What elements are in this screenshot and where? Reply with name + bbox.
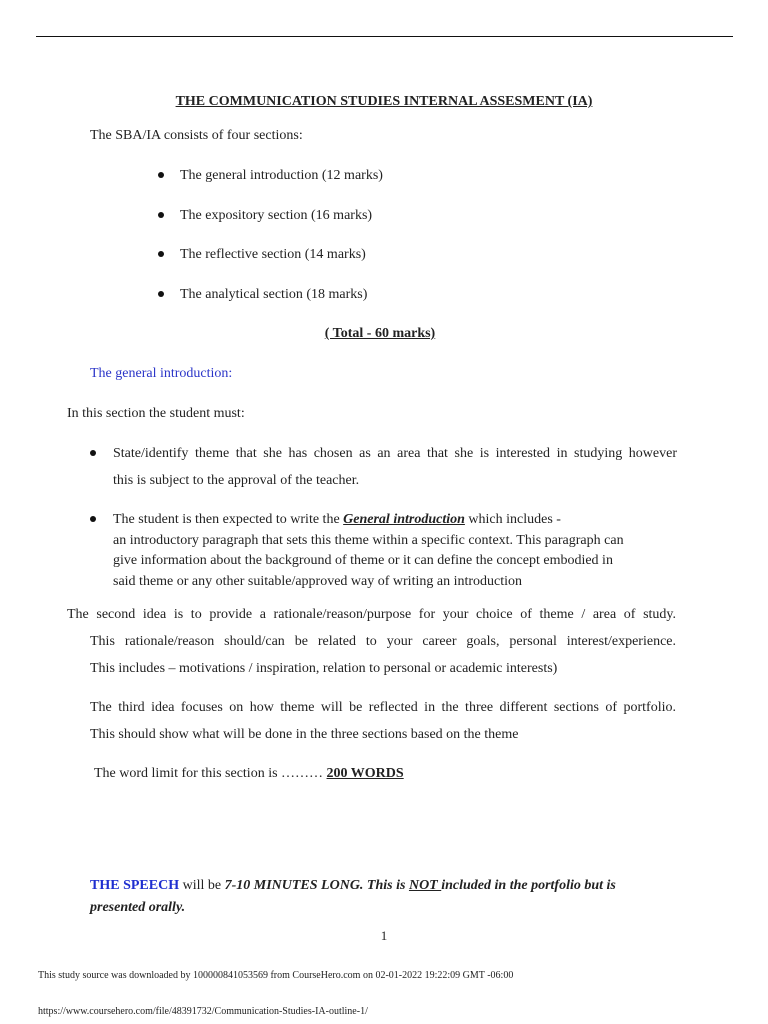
second-idea-line2: This rationale/reason should/can be related to your career goals, personal interest/experience. <box>90 634 676 649</box>
point1-line1: State/identify theme that she has chosen as an area that she is interested in studying however <box>113 446 677 461</box>
point1-line2: this is subject to the approval of the teacher. <box>113 473 360 488</box>
point2-line1 <box>113 512 561 528</box>
word-limit-value: 200 WORDS <box>326 766 404 781</box>
speech-duration: 7-10 MINUTES LONG. This is <box>224 878 409 893</box>
word-limit-line <box>94 766 404 782</box>
word-limit-text: The word limit for this section is ……… <box>94 766 327 781</box>
speech-will-be: will be <box>179 878 225 893</box>
student-must-line: In this section the student must: <box>67 406 245 421</box>
point2-line4: said theme or any other suitable/approved way of writing an introduction <box>113 574 523 589</box>
speech-not: NOT <box>408 878 442 893</box>
header-rule <box>36 36 733 37</box>
general-introduction-emphasis: General introduction <box>343 512 465 527</box>
point2-line3: give information about the background of theme or it can define the concept embodied in <box>113 553 613 568</box>
section-item: The expository section (16 marks) <box>180 208 373 223</box>
general-intro-heading: The general introduction: <box>90 366 233 381</box>
second-idea-line1: The second idea is to provide a rationale/reason/purpose for your choice of theme / area of study. <box>67 607 676 622</box>
third-idea-line1: The third idea focuses on how theme will be reflected in the three different sections of portfolio. <box>90 700 676 715</box>
document-title: THE COMMUNICATION STUDIES INTERNAL ASSESMENT (IA) <box>175 94 593 109</box>
page-number: 1 <box>380 928 388 943</box>
point2-prefix: The student is then expected to write the <box>113 512 344 527</box>
speech-rest: included in the portfolio but is <box>441 878 616 893</box>
source-url[interactable]: https://www.coursehero.com/file/48391732/Communication-Studies-IA-outline-1/ <box>38 1006 368 1017</box>
third-idea-line2: This should show what will be done in the three sections based on the theme <box>90 727 519 742</box>
speech-label: THE SPEECH <box>90 878 180 893</box>
download-note: This study source was downloaded by 100000841053569 from CourseHero.com on 02-01-2022 19:22:09 GMT -06:00 <box>38 970 514 981</box>
second-idea-line3: This includes – motivations / inspiration, relation to personal or academic interests) <box>90 661 558 676</box>
total-marks: ( Total - 60 marks) <box>324 326 436 341</box>
bullet-icon <box>90 516 96 522</box>
point2-line2: an introductory paragraph that sets this theme within a specific context. This paragraph can <box>113 533 624 548</box>
intro-line: The SBA/IA consists of four sections: <box>90 128 303 143</box>
section-item: The analytical section (18 marks) <box>180 287 368 302</box>
section-item: The general introduction (12 marks) <box>180 168 383 183</box>
bullet-icon <box>158 291 164 297</box>
bullet-icon <box>158 212 164 218</box>
bullet-icon <box>90 450 96 456</box>
section-item: The reflective section (14 marks) <box>180 247 366 262</box>
speech-line2: presented orally. <box>90 900 186 915</box>
point2-suffix: which includes - <box>464 512 561 527</box>
bullet-icon <box>158 251 164 257</box>
speech-line1 <box>90 878 616 894</box>
bullet-icon <box>158 172 164 178</box>
